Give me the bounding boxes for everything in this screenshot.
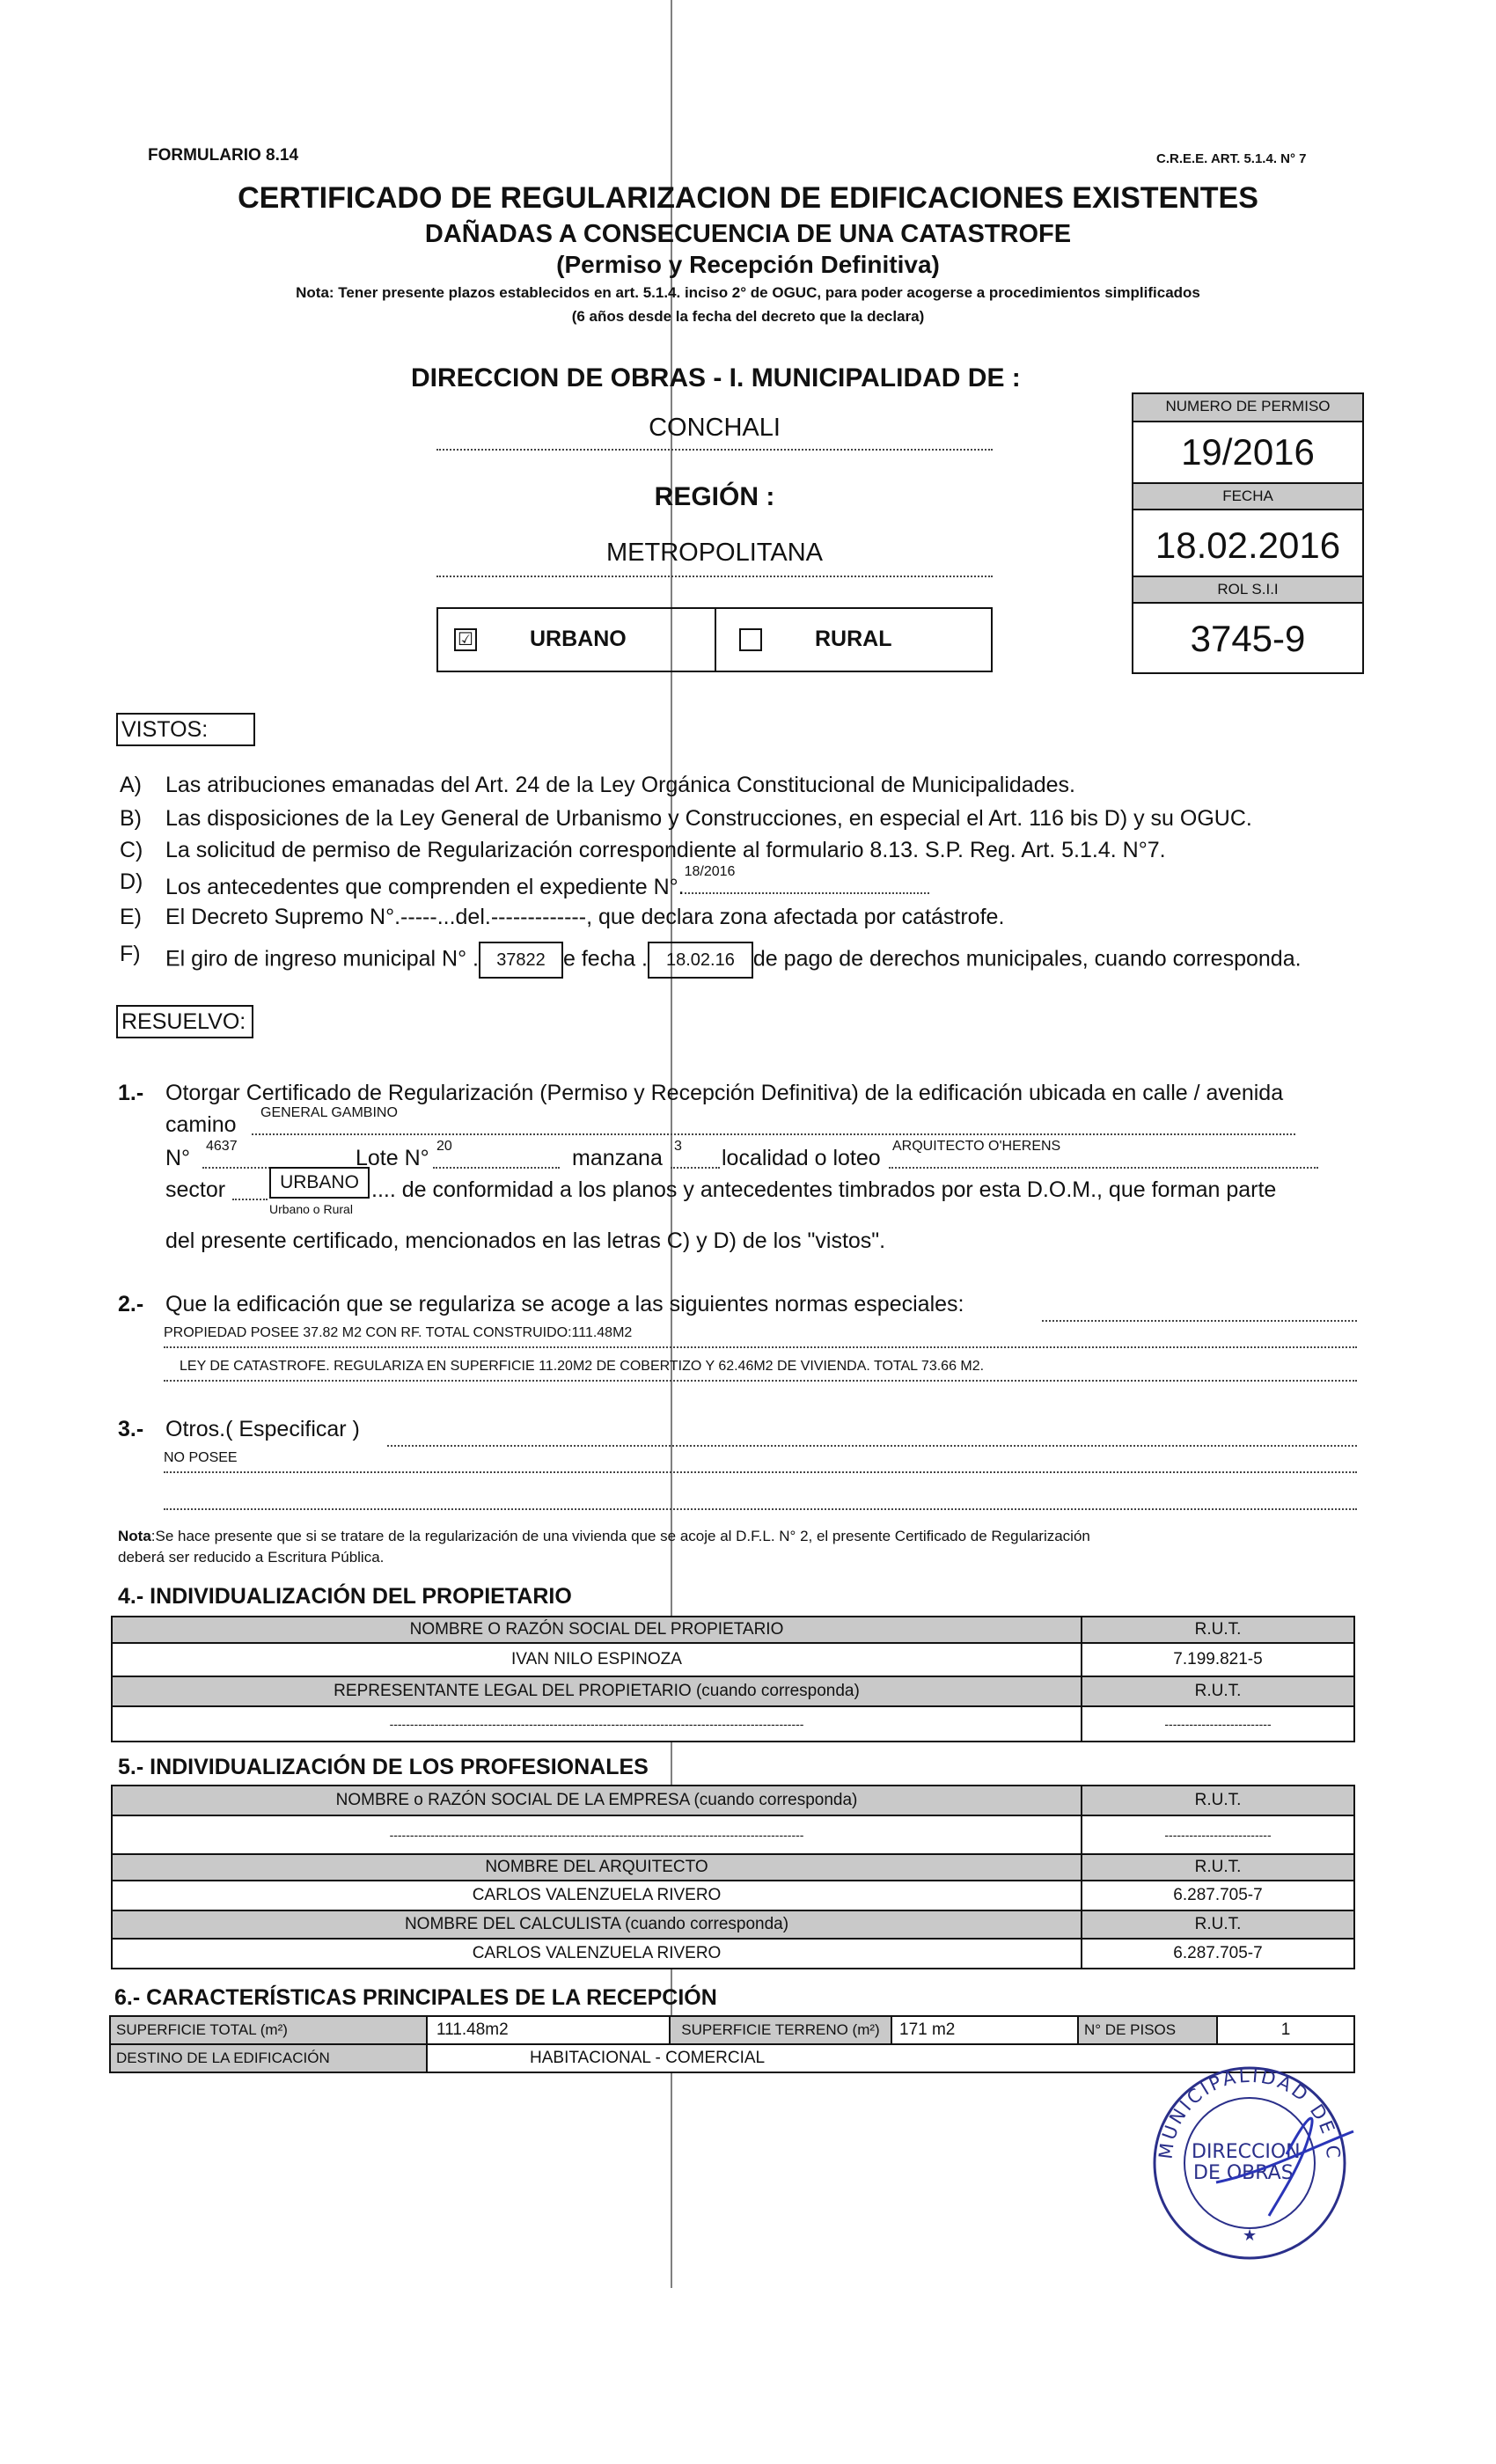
empresa-rut: -------------------------- [1081,1815,1355,1855]
page-title: CERTIFICADO DE REGULARIZACION DE EDIFICACIONES EXISTENTES [238,181,1258,215]
vistos-e-post: , que declara zona afectada por catástrofe. [586,905,1005,929]
camino-field [252,1105,1295,1135]
rural-checkbox[interactable] [739,628,762,651]
camino-value: GENERAL GAMBINO [260,1105,398,1120]
vistos-f-letter: F) [120,942,141,966]
date-header: FECHA [1133,482,1362,510]
receipt-date-box: 18.02.16 [648,942,753,979]
municipal-stamp [1137,2050,1366,2262]
sector-value-box: URBANO [269,1167,370,1199]
urbano-checkbox[interactable]: ☑ [454,628,477,651]
architect-name: CARLOS VALENZUELA RIVERO [111,1880,1082,1911]
stamp-line-2: DE OBRAS [1193,2162,1294,2184]
architect-header: NOMBRE DEL ARQUITECTO [111,1853,1082,1881]
rol-value: 3745-9 [1190,618,1306,659]
note-six-years: (6 años desde la fecha del decreto que la declara) [571,308,925,325]
item2-number: 2.- [118,1292,144,1316]
owner-name: IVAN NILO ESPINOZA [111,1642,1082,1677]
dfl-note [118,1528,1090,1545]
rep-name: ----------------------------------------------------------------------------------------------------- [111,1705,1082,1742]
item2-line1 [164,1325,1357,1348]
municipality-label: DIRECCION DE OBRAS - I. MUNICIPALIDAD DE : [411,363,1021,392]
municipality-value: CONCHALI [436,414,993,451]
section4-title: 4.- INDIVIDUALIZACIÓN DEL PROPIETARIO [118,1584,572,1609]
calculist-name: CARLOS VALENZUELA RIVERO [111,1938,1082,1969]
vistos-d-text: Los antecedentes que comprenden el expediente N°. [165,875,685,899]
lote-value: 20 [436,1139,452,1154]
vistos-b-letter: B) [120,806,142,831]
pisos-value: 1 [1216,2015,1355,2045]
sector-post: .... de conformidad a los planos y antecedentes timbrados por esta D.O.M., que forman parte [371,1177,1277,1202]
item3-line1 [164,1450,1357,1473]
vistos-title: VISTOS: [116,713,255,746]
destino-value: HABITACIONAL - COMERCIAL [426,2043,1355,2073]
stamp-ring-text: MUNICIPALIDAD DE C [1155,2064,1345,2162]
architect-rut: 6.287.705-7 [1081,1880,1355,1911]
resuelvo-title: RESUELVO: [116,1005,253,1038]
manzana-field [671,1139,720,1169]
form-number: FORMULARIO 8.14 [148,146,299,165]
vistos-f-post: de pago de derechos municipales, cuando corresponda. [752,946,1302,972]
item1-text: Otorgar Certificado de Regularización (Permiso y Recepción Definitiva) de la edificación ubicada en calle / avenida [165,1081,1284,1105]
vistos-e-pre: El Decreto Supremo N°. [165,905,401,929]
date-value: 18.02.2016 [1155,524,1341,566]
vistos-d-value: 18/2016 [684,864,736,879]
item1-end: del presente certificado, mencionados en las letras C) y D) de los "vistos". [165,1228,886,1253]
camino-label: camino [165,1112,237,1137]
stamp-star-icon: ★ [1243,2226,1258,2245]
vistos-c-text: La solicitud de permiso de Regularización correspondiente al formulario 8.13. S.P. Reg. Art. 5.1.4. N°7. [165,838,1166,862]
permit-box [1132,392,1364,674]
item2-fill [1042,1294,1357,1322]
dfl-note-2: deberá ser reducido a Escritura Pública. [118,1549,385,1566]
owner-rut: 7.199.821-5 [1081,1642,1355,1677]
architect-rut-header: R.U.T. [1081,1853,1355,1881]
rol-header: ROL S.I.I [1133,576,1362,604]
rural-label: RURAL [815,627,892,651]
vistos-b-text: Las disposiciones de la Ley General de Urbanismo y Construcciones, en especial el Art. 116 bis D) y su OGUC. [165,806,1252,831]
vistos-f-pre: El giro de ingreso municipal N° . [165,946,479,972]
manzana-value: 3 [674,1139,682,1154]
vistos-d-letter: D) [120,869,143,894]
calculist-rut-header: R.U.T. [1081,1910,1355,1940]
receipt-number-box: 37822 [479,942,563,979]
sector-label: sector [165,1177,226,1202]
subtitle-1: DAÑADAS A CONSECUENCIA DE UNA CATASTROFE [424,220,1072,248]
item3-value: NO POSEE [164,1450,238,1465]
item3-line2 [164,1487,1357,1510]
item2-line2-text: LEY DE CATASTROFE. REGULARIZA EN SUPERFICIE 11.20M2 DE COBERTIZO Y 62.46M2 DE VIVIENDA. TOTAL 73.66 M2. [180,1359,985,1374]
manzana-label: manzana [572,1146,663,1170]
zone-selector [436,607,993,672]
sup-total-label: SUPERFICIE TOTAL (m²) [109,2015,428,2045]
permit-number-header: NUMERO DE PERMISO [1133,394,1362,422]
n-label: N° [165,1146,191,1170]
calculist-header: NOMBRE DEL CALCULISTA (cuando corresponda) [111,1910,1082,1940]
owner-header: NOMBRE O RAZÓN SOCIAL DEL PROPIETARIO [111,1616,1082,1644]
stamp-seal-graphic [1137,2050,1366,2262]
rep-rut-header: R.U.T. [1081,1676,1355,1707]
vistos-e-letter: E) [120,905,142,929]
vistos-c-letter: C) [120,838,143,862]
sector-lead [232,1170,268,1200]
section5-title: 5.- INDIVIDUALIZACIÓN DE LOS PROFESIONALES [118,1755,649,1779]
note-plazos: Nota: Tener presente plazos establecidos en art. 5.1.4. inciso 2° de OGUC, para poder acogerse a procedimientos simplificados [296,284,1200,301]
lote-label: Lote N° [356,1146,429,1170]
calculist-rut: 6.287.705-7 [1081,1938,1355,1969]
stamp-line-1: DIRECCION [1192,2141,1301,2163]
region-value: METROPOLITANA [436,539,993,577]
vistos-d-line [165,864,929,900]
vistos-e-mid: ...del. [436,905,491,929]
empresa-rut-header: R.U.T. [1081,1785,1355,1816]
rep-rut: -------------------------- [1081,1705,1355,1742]
sup-terreno-label: SUPERFICIE TERRENO (m²) [669,2015,892,2045]
zone-divider [715,609,716,671]
item2-line1-text: PROPIEDAD POSEE 37.82 M2 CON RF. TOTAL CONSTRUIDO:111.48M2 [164,1325,633,1340]
destino-label: DESTINO DE LA EDIFICACIÓN [109,2043,428,2073]
empresa-header: NOMBRE o RAZÓN SOCIAL DE LA EMPRESA (cuando corresponda) [111,1785,1082,1816]
sup-terreno-value: 171 m2 [891,2015,1079,2045]
vistos-a-text: Las atribuciones emanadas del Art. 24 de la Ley Orgánica Constitucional de Municipalidades. [165,773,1075,797]
subtitle-2: (Permiso y Recepción Definitiva) [556,251,940,278]
localidad-field [889,1139,1318,1169]
vistos-f-line [165,942,1302,979]
region-label: REGIÓN : [654,482,775,511]
vistos-e-decree-number: ----- [400,905,437,929]
empresa-name: ----------------------------------------------------------------------------------------------------- [111,1815,1082,1855]
vistos-f-mid: e fecha . [563,946,648,972]
n-field [202,1139,336,1169]
vistos-e-decree-date: ------------- [490,905,587,929]
dfl-note-text: :Se hace presente que si se tratare de la regularización de una vivienda que se acoje al D.F.L. N° 2, el presente Certificado de Regularización [150,1528,1090,1544]
vistos-e-line [165,905,1004,930]
item3-number: 3.- [118,1417,144,1441]
lote-field [433,1139,560,1169]
localidad-label: localidad o loteo [722,1146,881,1170]
rep-header: REPRESENTANTE LEGAL DEL PROPIETARIO (cuando corresponda) [111,1676,1082,1707]
item3-text: Otros.( Especificar ) [165,1417,360,1441]
localidad-value: ARQUITECTO O'HERENS [892,1139,1061,1154]
permit-number-value: 19/2016 [1181,431,1315,473]
vistos-a-letter: A) [120,773,142,797]
item3-fill [387,1419,1357,1447]
pisos-label: N° DE PISOS [1077,2015,1218,2045]
item1-number: 1.- [118,1081,144,1105]
n-value: 4637 [206,1139,238,1154]
cree-ref: C.R.E.E. ART. 5.1.4. N° 7 [1156,151,1307,166]
item2-text: Que la edificación que se regulariza se acoge a las siguientes normas especiales: [165,1292,964,1316]
vistos-d-fill [684,864,929,894]
item2-line2 [164,1359,1357,1382]
sector-hint: Urbano o Rural [269,1202,353,1216]
section6-title: 6.- CARACTERÍSTICAS PRINCIPALES DE LA RECEPCIÓN [114,1985,717,2010]
owner-rut-header: R.U.T. [1081,1616,1355,1644]
sup-total-value: 111.48m2 [426,2015,892,2045]
dfl-note-label: Nota [118,1528,151,1544]
urbano-label: URBANO [530,627,627,651]
